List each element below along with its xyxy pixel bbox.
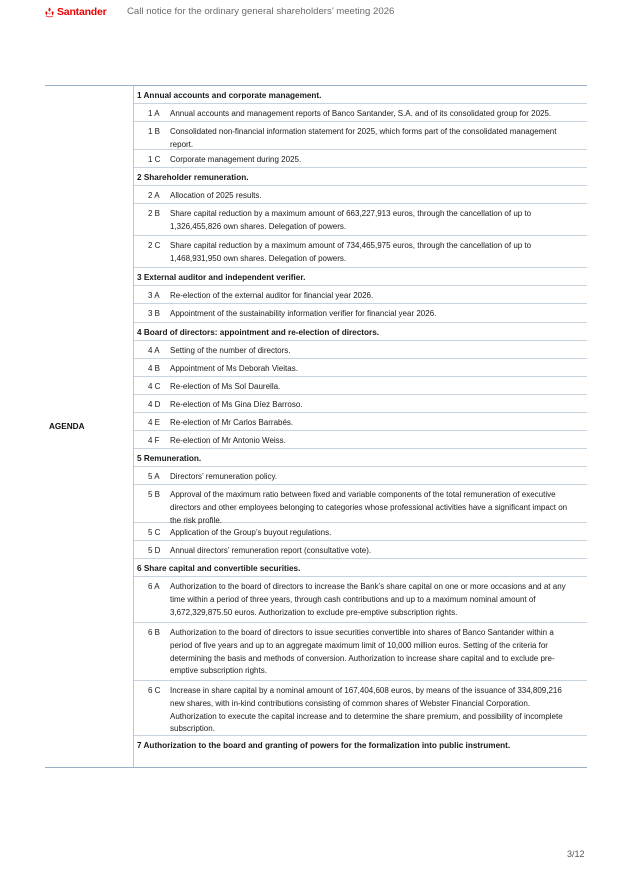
agenda-item-text: Application of the Group’s buyout regulations.	[170, 528, 332, 537]
agenda-item	[134, 104, 587, 122]
document-title: Call notice for the ordinary general shareholders’ meeting 2026	[127, 6, 395, 17]
agenda-label: AGENDA	[49, 422, 85, 431]
agenda-item-text: Appointment of Ms Deborah Vieitas.	[170, 364, 298, 373]
section-heading-text: 6 Share capital and convertible securities.	[137, 564, 301, 573]
agenda-item	[134, 431, 587, 449]
agenda-item-text: Re-election of Ms Sol Daurella.	[170, 382, 281, 391]
agenda-item-number: 1 B	[148, 127, 161, 136]
agenda-section-heading	[134, 449, 587, 467]
agenda-item	[134, 186, 587, 204]
agenda-item-text: Directors’ remuneration policy.	[170, 472, 278, 481]
section-heading-text: 3 External auditor and independent verifier.	[137, 273, 306, 282]
agenda-item-number: 1 C	[148, 155, 161, 164]
section-heading-text: 1 Annual accounts and corporate management.	[137, 91, 322, 100]
agenda-item	[134, 304, 587, 323]
agenda-item	[134, 359, 587, 377]
agenda-item-number: 5 B	[148, 490, 161, 499]
agenda-item-number: 3 A	[148, 291, 160, 300]
agenda-item-text: Appointment of the sustainability information verifier for financial year 2026.	[170, 309, 437, 318]
section-heading-text: 5 Remuneration.	[137, 454, 202, 463]
agenda-item-number: 6 A	[148, 582, 160, 591]
section-heading-text: 4 Board of directors: appointment and re-election of directors.	[137, 328, 380, 337]
agenda-item	[134, 341, 587, 359]
agenda-item-number: 4 D	[148, 400, 161, 409]
agenda-item-number: 4 E	[148, 418, 161, 427]
agenda-section-heading	[134, 323, 587, 341]
agenda-item-text: Consolidated non-financial information statement for 2025, which forms part of the consolidated management report.	[170, 127, 557, 149]
agenda-item-number: 5 A	[148, 472, 160, 481]
agenda-item-number: 2 B	[148, 209, 161, 218]
agenda-item-number: 3 B	[148, 309, 161, 318]
brand-name: Santander	[57, 6, 107, 18]
agenda-item-number: 6 B	[148, 628, 161, 637]
agenda-table	[45, 85, 587, 768]
agenda-item	[134, 681, 587, 736]
agenda-items	[134, 86, 587, 767]
agenda-item-text: Allocation of 2025 results.	[170, 191, 262, 200]
agenda-item	[134, 286, 587, 304]
agenda-item-number: 5 C	[148, 528, 161, 537]
agenda-item-text: Share capital reduction by a maximum amount of 663,227,913 euros, through the cancellation of up to 1,326,455,826 own shares. Delegation of powers.	[170, 209, 532, 231]
agenda-item	[134, 577, 587, 623]
agenda-item	[134, 485, 587, 523]
agenda-item-text: Share capital reduction by a maximum amount of 734,465,975 euros, through the cancellation of up to 1,468,931,950 own shares. Delegation of powers.	[170, 241, 532, 263]
section-heading-text: 7 Authorization to the board and granting of powers for the formalization into public instrument.	[137, 741, 511, 750]
section-heading-text: 2 Shareholder remuneration.	[137, 173, 249, 182]
agenda-item-text: Approval of the maximum ratio between fixed and variable components of the total remuneration of executive directors and other employees belonging to categories whose professional activities have a significant impact on the risk profile.	[170, 490, 568, 525]
agenda-item	[134, 413, 587, 431]
agenda-item	[134, 623, 587, 681]
agenda-item	[134, 467, 587, 485]
agenda-item-number: 4 F	[148, 436, 160, 445]
agenda-section-heading	[134, 86, 587, 104]
agenda-item-number: 4 A	[148, 346, 160, 355]
agenda-item-text: Annual directors’ remuneration report (consultative vote).	[170, 546, 372, 555]
page-number: 3/12	[567, 849, 585, 859]
agenda-item-text: Increase in share capital by a nominal amount of 167,404,608 euros, by means of the issuance of 334,809,216 new shares, with in-kind contributions consisting of common shares of Webster Financial Corporation. Authorization to execute the capital increase and to determine the share premium, and possibility of incomplete subscription.	[170, 686, 563, 734]
agenda-section-heading	[134, 559, 587, 577]
agenda-item-number: 6 C	[148, 686, 161, 695]
agenda-item-number: 2 A	[148, 191, 160, 200]
flame-icon	[44, 7, 55, 18]
agenda-item-number: 4 C	[148, 382, 161, 391]
agenda-item-text: Authorization to the board of directors to increase the Bank’s share capital on one or more occasions and at any time within a period of three years, through cash contributions and up to a maximum nominal amount of 3,672,329,875.50 euros. Authorization to exclude pre-emptive subscription rights.	[170, 582, 566, 617]
agenda-item-number: 5 D	[148, 546, 161, 555]
agenda-label-column	[45, 86, 134, 767]
agenda-section-heading	[134, 168, 587, 186]
agenda-item-text: Re-election of Mr Antonio Weiss.	[170, 436, 286, 445]
agenda-section-heading	[134, 736, 587, 756]
agenda-item	[134, 236, 587, 268]
agenda-item-text: Setting of the number of directors.	[170, 346, 291, 355]
agenda-item-text: Re-election of Ms Gina Díez Barroso.	[170, 400, 303, 409]
agenda-item-number: 1 A	[148, 109, 160, 118]
agenda-item	[134, 541, 587, 559]
agenda-item	[134, 122, 587, 150]
agenda-item-text: Authorization to the board of directors to issue securities convertible into shares of Banco Santander within a period of five years and up to an aggregate maximum limit of 10,000 million euros. Setting of the criteria for determining the basis and methods of conversion. Authorization to increase share capital and to exclude pre-emptive subscription rights.	[170, 628, 555, 676]
agenda-item-text: Re-election of the external auditor for financial year 2026.	[170, 291, 374, 300]
agenda-item-text: Annual accounts and management reports of Banco Santander, S.A. and of its consolidated group for 2025.	[170, 109, 552, 118]
agenda-item	[134, 377, 587, 395]
agenda-item-number: 2 C	[148, 241, 161, 250]
agenda-item	[134, 204, 587, 236]
agenda-section-heading	[134, 268, 587, 286]
agenda-item	[134, 150, 587, 168]
agenda-item-number: 4 B	[148, 364, 161, 373]
santander-logo	[44, 6, 107, 18]
agenda-item-text: Corporate management during 2025.	[170, 155, 302, 164]
page-header	[44, 5, 107, 19]
agenda-item	[134, 395, 587, 413]
agenda-item-text: Re-election of Mr Carlos Barrabés.	[170, 418, 294, 427]
agenda-item	[134, 523, 587, 541]
